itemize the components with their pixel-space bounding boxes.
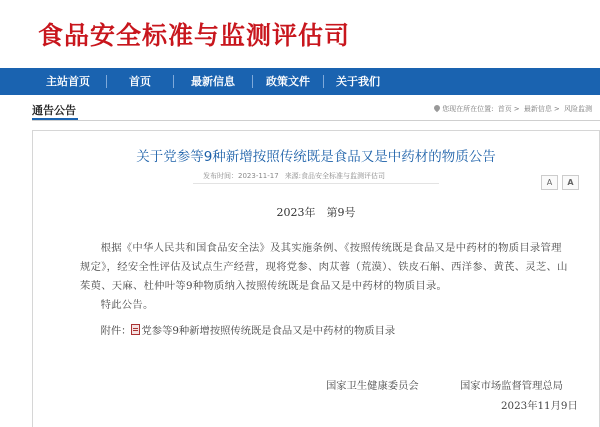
breadcrumb-item-risk-monitoring[interactable]: 风险监测 (564, 105, 592, 113)
breadcrumb: 您现在所在位置: 首页 > 最新信息 > 风险监测 (434, 104, 594, 114)
sign-date: 2023年11月9日 (501, 400, 578, 412)
body-paragraph: 特此公告。 (100, 299, 154, 311)
site-header (0, 0, 600, 68)
pdf-file-icon (131, 324, 140, 335)
site-title[interactable]: 食品安全标准与监测评估司 (38, 21, 351, 50)
article-body (80, 239, 572, 315)
nav-item-policy-files[interactable]: 政策文件 (266, 75, 310, 88)
signer-nhc: 国家卫生健康委员会 (326, 380, 419, 392)
nav-item-main-site-home[interactable]: 主站首页 (46, 75, 90, 88)
source-label: 来源: (284, 172, 302, 180)
breadcrumb-location-label: 您现在所在位置: (442, 105, 494, 113)
nav-item-about-us[interactable]: 关于我们 (336, 75, 380, 88)
article-source: 食品安全标准与监测评估司 (301, 172, 386, 180)
nav-item-latest-info[interactable]: 最新信息 (191, 75, 235, 88)
body-paragraph: 根据《中华人民共和国食品安全法》及其实施条例、《按照传统既是食品又是中药材的物质目录管理规定》，经安全性评估及试点生产经营，现将党参、肉苁蓉（荒漠）、铁皮石斛、西洋参、黄芪、灵芝、山茱萸、天麻、杜仲叶等9种物质纳入按照传统既是食品又是中药材的物质目录。 (80, 242, 568, 292)
location-pin-icon (433, 104, 441, 112)
section-label: 通告公告 (32, 104, 76, 117)
article-panel (32, 130, 600, 427)
font-increase-button[interactable]: A (562, 175, 579, 190)
font-decrease-button[interactable]: A (541, 175, 558, 190)
attachment (80, 322, 395, 337)
publish-date: 2023-11-17 (238, 172, 279, 180)
section-underline (32, 118, 78, 120)
main-nav (0, 68, 600, 95)
breadcrumb-item-latest-info[interactable]: 最新信息 (523, 105, 552, 113)
breadcrumb-bar (32, 98, 600, 121)
article-meta (203, 171, 385, 181)
font-size-tools (537, 170, 579, 190)
attachment-link[interactable]: 党参等9种新增按照传统既是食品又是中药材的物质目录 (141, 325, 396, 337)
signer-samr: 国家市场监督管理总局 (460, 380, 563, 392)
article-title: 关于党参等9种新增按照传统既是食品又是中药材的物质公告 (136, 149, 496, 165)
nav-item-home[interactable]: 首页 (129, 75, 151, 88)
breadcrumb-item-home[interactable]: 首页 (497, 105, 512, 113)
attachment-label: 附件： (100, 325, 132, 337)
date-label: 发布时间： (203, 172, 238, 180)
document-number: 2023年 第9号 (276, 206, 356, 219)
meta-divider (193, 183, 439, 184)
